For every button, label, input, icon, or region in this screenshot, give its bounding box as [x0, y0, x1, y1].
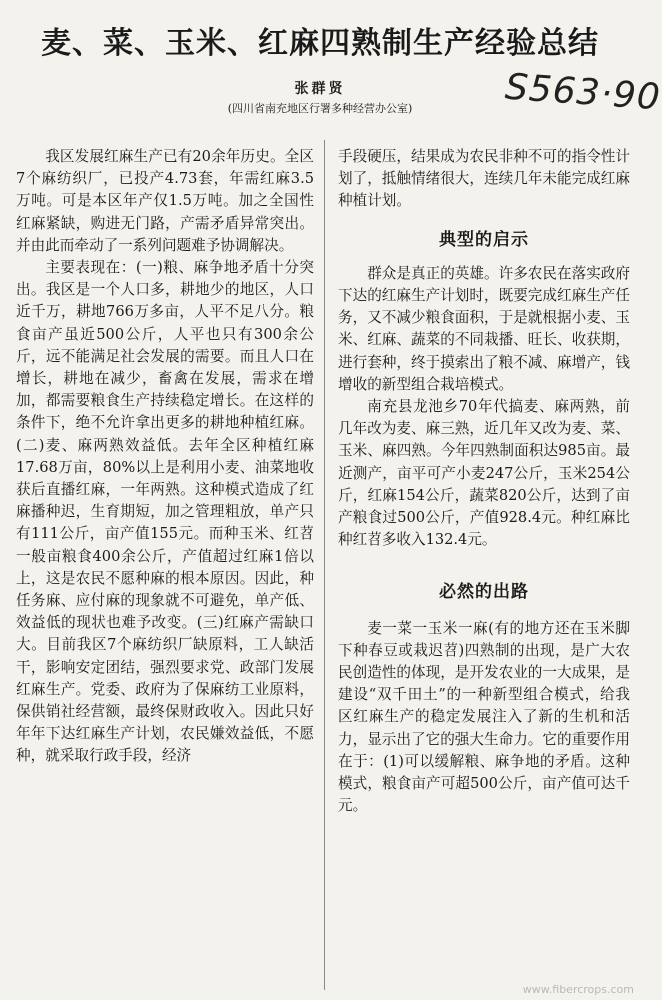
paragraph-four-crop: 麦一菜一玉米一麻(有的地方还在玉米脚下种春豆或栽迟苕)四熟制的出现，是广大农民创造性的体现，是开发农业的一大成果，是建设“双千田土”的一种新型组合模式，给我区红麻生产的稳定发展注入了新的生机和活力，显示出了它的强大生命力。它的重要作用在于：(1)可以缓解粮、麻争地的矛盾。这种模式，粮食亩产可超500公斤，亩产值可达千元。 [338, 619, 630, 815]
section-heading-inspiration: 典型的启示 [439, 229, 529, 250]
paragraph-continued: 手段硬压，结果成为农民非种不可的指令性计划了，抵触情绪很大，连续几年未能完成红麻种植计划。 [338, 148, 630, 210]
article-affiliation: (四川省南充地区行署多种经营办公室) [227, 102, 413, 115]
paragraph-masses: 群众是真正的英雄。许多农民在落实政府下达的红麻生产计划时，既要完成红麻生产任务，又不减少粮食面积，于是就根据小麦、玉米、红麻、蔬菜的不同栽播、旺长、收获期，进行套种，终于摸索出了粮不减、麻增产，钱增收的新型组合栽培模式。 [338, 264, 630, 393]
handwritten-code: S563·90 [503, 66, 662, 119]
watermark-text: www.fibercrops.com [522, 983, 634, 996]
right-column [338, 146, 630, 817]
paragraph-example: 南充县龙池乡70年代搞麦、麻两熟，前几年改为麦、麻三熟，近几年又改为麦、菜、玉米、麻四熟。今年四熟制面积达985亩。最近测产，亩平可产小麦247公斤，玉米254公斤，红麻154公斤，蔬菜820公斤，达到了亩产粮食过500公斤，产值928.4元。种红麻比种红苕多收入132.4元。 [338, 398, 630, 549]
section-heading-way-out: 必然的出路 [439, 582, 529, 603]
article-title: 麦、菜、玉米、红麻四熟制生产经验总结 [41, 26, 599, 61]
article-author: 张群贤 [294, 81, 346, 97]
left-column [16, 146, 314, 768]
paragraph-intro: 我区发展红麻生产已有20余年历史。全区7个麻纺织厂，已投产4.73套，年需红麻3.5万吨。可是本区年产仅1.5万吨。加之全国性红麻紧缺，购进无门路，产需矛盾异常突出。并由此而牵动了一系列问题难予协调解决。 [16, 148, 314, 254]
column-divider [324, 140, 325, 990]
paragraph-problems: 主要表现在：(一)粮、麻争地矛盾十分突出。我区是一个人口多，耕地少的地区，人口近千万，耕地766万多亩，人平不足八分。粮食亩产虽近500公斤，人平也只有300余公斤，远不能满足社会发展的需要。而且人口在增长，耕地在减少，畜禽在发展，需求在增加，都需要粮食生产持续稳定增长。在这样的条件下，绝不允许拿出更多的耕地种植红麻。(二)麦、麻两熟效益低。去年全区种植红麻17.68万亩，80%以上是利用小麦、油菜地收获后直播红麻，一年两熟。这种模式造成了红麻播种迟，生育期短，加之管理粗放，单产只有111公斤，亩产值155元。而种玉米、红苕一般亩粮食400余公斤，产值超过红麻1倍以上，这是农民不愿种麻的根本原因。因此，种任务麻、应付麻的现象就不可避免，单产低、效益低的现状也难予改变。(三)红麻产需缺口大。目前我区7个麻纺织厂缺原料，工人缺活干，影响安定团结，强烈要求党、政部门发展红麻生产。党委、政府为了保麻纺工业原料，保供销社经营额，最终保财政收入。因此只好年年下达红麻生产计划，农民嫌效益低，不愿种，就采取行政手段，经济 [16, 259, 314, 765]
